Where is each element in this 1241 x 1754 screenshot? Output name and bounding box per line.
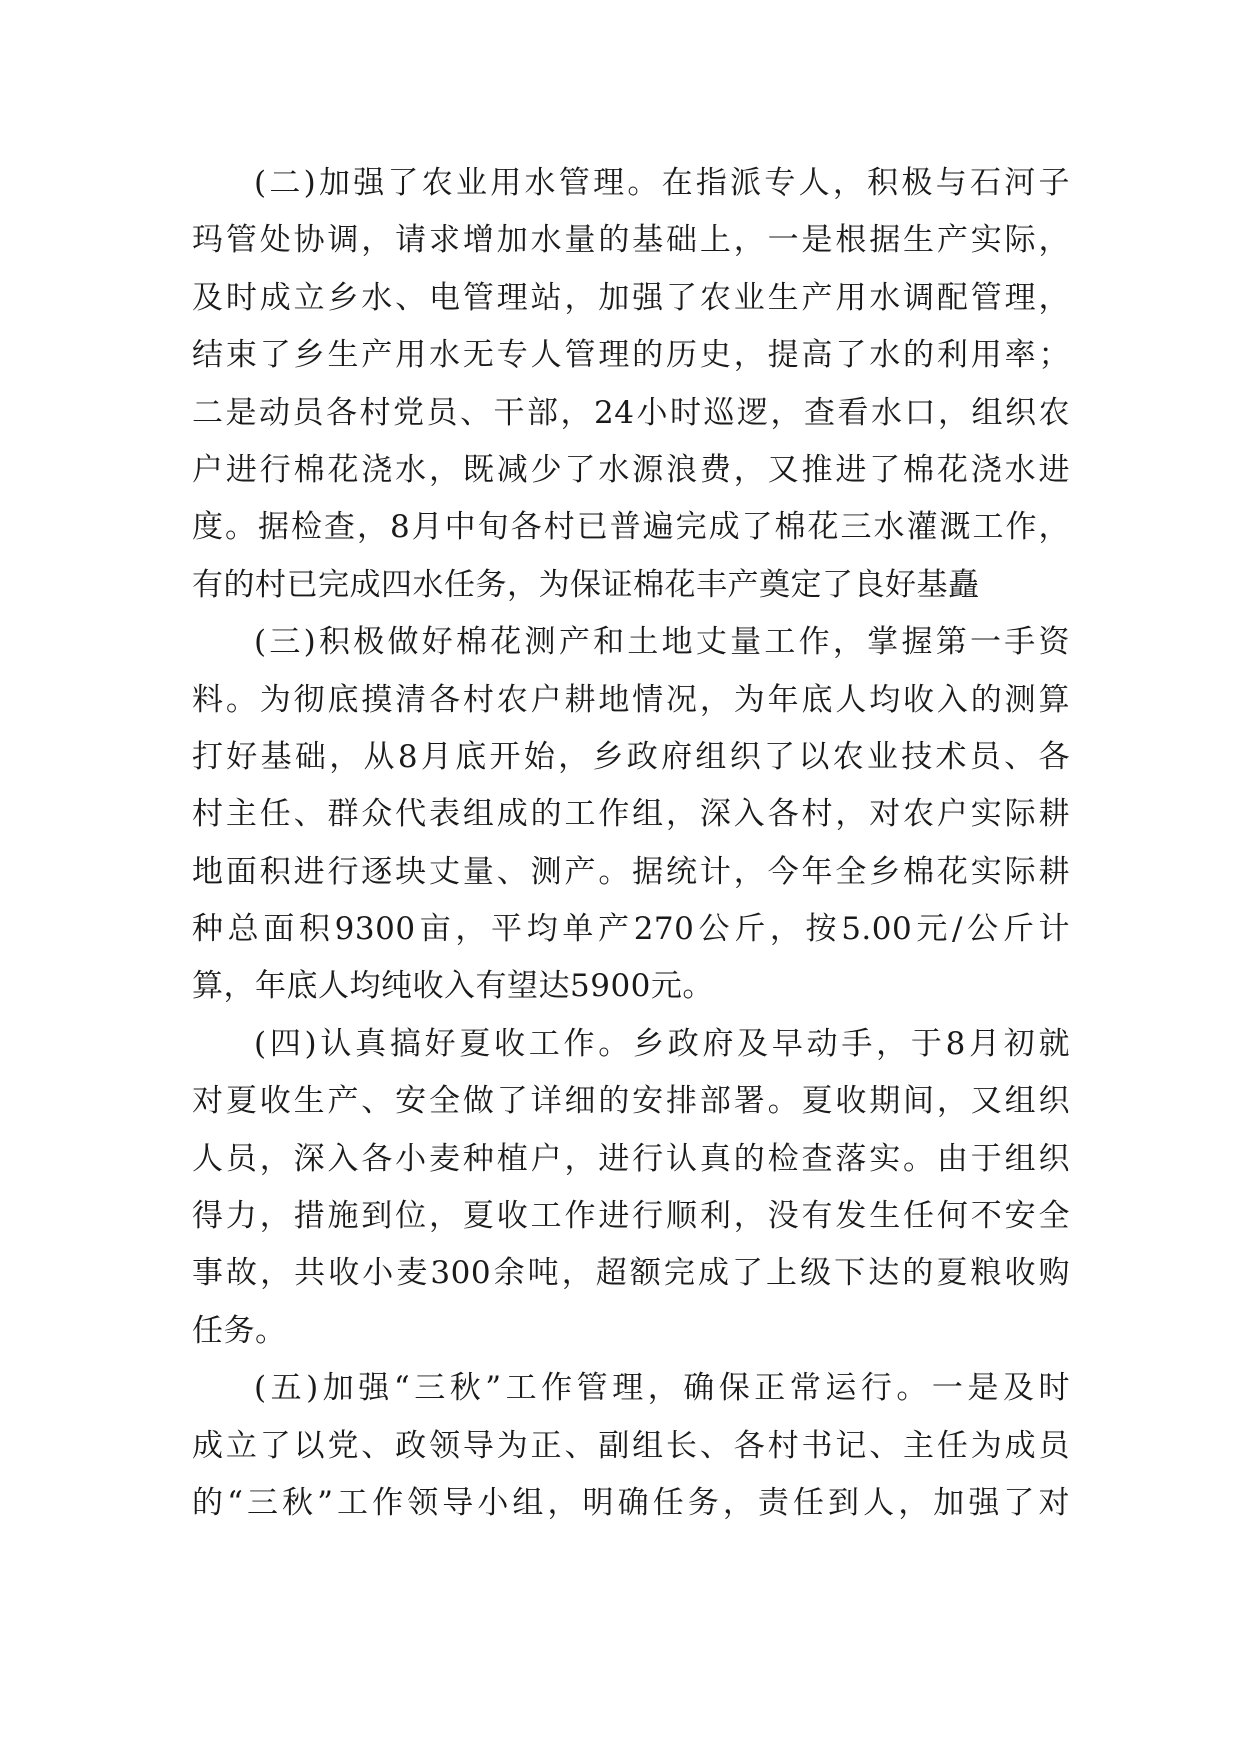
paragraph-autumn-work [192, 1360, 1070, 1532]
paragraph-line: 二是动员各村党员、干部，24小时巡逻，查看水口，组织农 [192, 394, 1070, 431]
paragraph-line: 人员，深入各小麦种植户，进行认真的检查落实。由于组织 [192, 1140, 1070, 1177]
paragraph-line: 户进行棉花浇水，既减少了水源浪费，又推进了棉花浇水进 [192, 451, 1070, 488]
document-body [192, 155, 1070, 1532]
paragraph-line: 任务。 [192, 1312, 287, 1349]
paragraph-summer-harvest [192, 1016, 1070, 1360]
paragraph-line: 的“三秋”工作领导小组，明确任务，责任到人，加强了对 [192, 1484, 1070, 1521]
paragraph-line: 料。为彻底摸清各村农户耕地情况，为年底人均收入的测算 [192, 681, 1070, 718]
paragraph-line: (二)加强了农业用水管理。在指派专人，积极与石河子 [254, 165, 1070, 201]
paragraph-line: (三)积极做好棉花测产和土地丈量工作，掌握第一手资 [254, 624, 1070, 661]
paragraph-line: 玛管处协调，请求增加水量的基础上，一是根据生产实际， [192, 222, 1070, 259]
paragraph-line: 及时成立乡水、电管理站，加强了农业生产用水调配管理， [192, 279, 1070, 316]
paragraph-line: 对夏收生产、安全做了详细的安排部署。夏收期间，又组织 [192, 1083, 1070, 1120]
paragraph-line: (五)加强“三秋”工作管理，确保正常运行。一是及时 [254, 1370, 1070, 1407]
paragraph-line: 算，年底人均纯收入有望达5900元。 [192, 968, 714, 1005]
paragraph-line: 度。据检查，8月中旬各村已普遍完成了棉花三水灌溉工作， [192, 509, 1070, 546]
paragraph-cotton-survey [192, 614, 1070, 1016]
paragraph-line: (四)认真搞好夏收工作。乡政府及早动手，于8月初就 [254, 1025, 1070, 1062]
paragraph-line: 种总面积9300亩，平均单产270公斤，按5.00元/公斤计 [192, 911, 1070, 948]
paragraph-line: 事故，共收小麦300余吨，超额完成了上级下达的夏粮收购 [192, 1255, 1070, 1292]
paragraph-line: 地面积进行逐块丈量、测产。据统计，今年全乡棉花实际耕 [192, 853, 1070, 890]
paragraph-line: 有的村已完成四水任务，为保证棉花丰产奠定了良好基矗 [192, 566, 980, 603]
paragraph-line: 村主任、群众代表组成的工作组，深入各村，对农户实际耕 [192, 796, 1070, 833]
paragraph-line: 打好基础，从8月底开始，乡政府组织了以农业技术员、各 [192, 738, 1070, 775]
paragraph-line: 成立了以党、政领导为正、副组长、各村书记、主任为成员 [192, 1427, 1070, 1464]
paragraph-line: 结束了乡生产用水无专人管理的历史，提高了水的利用率； [192, 337, 1070, 374]
paragraph-line: 得力，措施到位，夏收工作进行顺利，没有发生任何不安全 [192, 1198, 1070, 1235]
paragraph-water-management [192, 155, 1070, 614]
